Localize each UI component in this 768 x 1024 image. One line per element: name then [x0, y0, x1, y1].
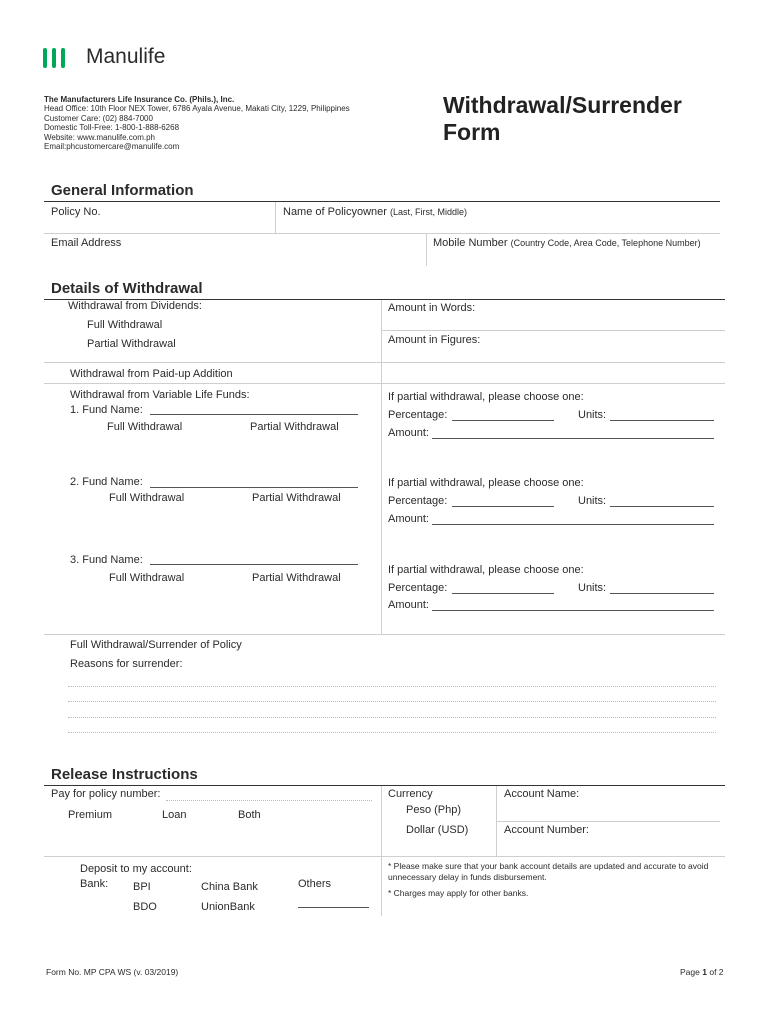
- fund-1-label: 1. Fund Name:: [70, 404, 143, 416]
- fund-2-units-input[interactable]: [610, 506, 714, 507]
- chinabank-option[interactable]: China Bank: [201, 881, 258, 893]
- policyowner-field[interactable]: [283, 206, 467, 218]
- fund-2-percentage-input[interactable]: [452, 506, 554, 507]
- fund-3-percentage-input[interactable]: [452, 593, 554, 594]
- currency-label: Currency: [388, 788, 433, 800]
- bank-label: Bank:: [80, 878, 109, 890]
- fund-1-percentage-input[interactable]: [452, 420, 554, 421]
- toll-free: Domestic Toll-Free: 1-800-1-888-6268: [44, 123, 180, 133]
- fund-1-full-option[interactable]: Full Withdrawal: [107, 421, 183, 433]
- general-info-heading: General Information: [51, 182, 194, 199]
- bank-details-note: * Please make sure that your bank account details are updated and accurate to avoid unnecessary delay in funds disbursement.: [388, 861, 709, 882]
- dividends-full-option[interactable]: Full Withdrawal: [87, 319, 163, 331]
- policy-no-label: Policy No.: [51, 206, 101, 218]
- account-number-label: Account Number:: [504, 824, 589, 836]
- company-address: [44, 104, 350, 152]
- form-number: Form No. MP CPA WS (v. 03/2019): [46, 967, 179, 977]
- fund-2-label: 2. Fund Name:: [70, 476, 143, 488]
- reasons-line-4[interactable]: [68, 732, 716, 733]
- page-prefix: Page: [680, 967, 700, 977]
- fund-3-amount-label: Amount:: [388, 599, 429, 611]
- reasons-line-2[interactable]: [68, 701, 716, 702]
- fund-2-percentage-label: Percentage:: [388, 495, 448, 507]
- fund-3-full-option[interactable]: Full Withdrawal: [109, 572, 185, 584]
- page-number: [680, 967, 724, 977]
- pay-for-input[interactable]: [166, 800, 372, 801]
- amount-in-words-label: Amount in Words:: [388, 302, 476, 314]
- page-total: of 2: [709, 967, 724, 977]
- fund-2-amount-input[interactable]: [432, 524, 714, 525]
- paid-up-addition-option[interactable]: Withdrawal from Paid-up Addition: [70, 368, 233, 380]
- fund-3-percentage-label: Percentage:: [388, 582, 448, 594]
- amount-in-figures-label: Amount in Figures:: [388, 334, 481, 346]
- mobile-hint: (Country Code, Area Code, Telephone Number): [510, 238, 701, 248]
- fund-1-amount-label: Amount:: [388, 427, 429, 439]
- mobile-number-field[interactable]: [433, 237, 701, 249]
- loan-option[interactable]: Loan: [162, 809, 187, 821]
- fund-1-name-input[interactable]: [150, 414, 358, 415]
- unionbank-option[interactable]: UnionBank: [201, 901, 255, 913]
- peso-option[interactable]: Peso (Php): [406, 804, 462, 816]
- page-current: 1: [702, 967, 707, 977]
- address-line: Head Office: 10th Floor NEX Tower, 6786 Ayala Avenue, Makati City, 1229, Philippines: [44, 104, 350, 113]
- fund-1-percentage-label: Percentage:: [388, 409, 448, 421]
- fund-3-amount-input[interactable]: [432, 610, 714, 611]
- fund-1-amount-input[interactable]: [432, 438, 714, 439]
- fund-1-units-label: Units:: [578, 409, 607, 421]
- email-contact: Email:phcustomercare@manulife.com: [44, 142, 180, 152]
- fund-2-units-label: Units:: [578, 495, 607, 507]
- both-option[interactable]: Both: [238, 809, 261, 821]
- pay-for-label: Pay for policy number:: [51, 788, 161, 800]
- title-line-2: Form: [443, 119, 501, 145]
- mobile-label: Mobile Number: [433, 237, 508, 249]
- deposit-label: Deposit to my account:: [80, 863, 192, 875]
- account-name-label: Account Name:: [504, 788, 580, 800]
- premium-option[interactable]: Premium: [68, 809, 113, 821]
- reasons-line-1[interactable]: [68, 686, 716, 687]
- full-surrender-option[interactable]: Full Withdrawal/Surrender of Policy: [70, 639, 242, 651]
- brand-name: Manulife: [86, 45, 166, 68]
- fund-2-amount-label: Amount:: [388, 513, 429, 525]
- fund-2-full-option[interactable]: Full Withdrawal: [109, 492, 185, 504]
- fund-1-choose-label: If partial withdrawal, please choose one:: [388, 391, 584, 403]
- charges-note: * Charges may apply for other banks.: [388, 888, 529, 898]
- fund-3-partial-option[interactable]: Partial Withdrawal: [252, 572, 341, 584]
- bdo-option[interactable]: BDO: [133, 901, 157, 913]
- others-input[interactable]: [298, 907, 369, 908]
- dividends-partial-option[interactable]: Partial Withdrawal: [87, 338, 176, 350]
- withdrawal-heading: Details of Withdrawal: [51, 280, 203, 297]
- fund-2-partial-option[interactable]: Partial Withdrawal: [252, 492, 341, 504]
- dividends-label: Withdrawal from Dividends:: [68, 300, 202, 312]
- company-name: The Manufacturers Life Insurance Co. (Phils.), Inc.: [44, 95, 235, 104]
- fund-2-choose-label: If partial withdrawal, please choose one:: [388, 477, 584, 489]
- bpi-option[interactable]: BPI: [133, 881, 151, 893]
- fund-3-choose-label: If partial withdrawal, please choose one:: [388, 564, 584, 576]
- email-address-label: Email Address: [51, 237, 122, 249]
- fund-3-units-input[interactable]: [610, 593, 714, 594]
- others-option[interactable]: Others: [298, 878, 332, 890]
- fund-3-label: 3. Fund Name:: [70, 554, 143, 566]
- owner-label: Name of Policyowner: [283, 206, 387, 218]
- fund-2-name-input[interactable]: [150, 487, 358, 488]
- dollar-option[interactable]: Dollar (USD): [406, 824, 469, 836]
- fund-1-units-input[interactable]: [610, 420, 714, 421]
- fund-3-name-input[interactable]: [150, 564, 358, 565]
- release-heading: Release Instructions: [51, 766, 198, 783]
- form-title: [443, 92, 682, 146]
- owner-hint: (Last, First, Middle): [390, 207, 468, 217]
- title-line-1: Withdrawal/Surrender: [443, 92, 682, 118]
- customer-care: Customer Care: (02) 884-7000: [44, 113, 153, 123]
- reasons-line-3[interactable]: [68, 717, 716, 718]
- website: Website: www.manulife.com.ph: [44, 132, 156, 142]
- reasons-label: Reasons for surrender:: [70, 658, 183, 670]
- fund-1-partial-option[interactable]: Partial Withdrawal: [250, 421, 339, 433]
- variable-funds-label: Withdrawal from Variable Life Funds:: [70, 389, 250, 401]
- fund-3-units-label: Units:: [578, 582, 607, 594]
